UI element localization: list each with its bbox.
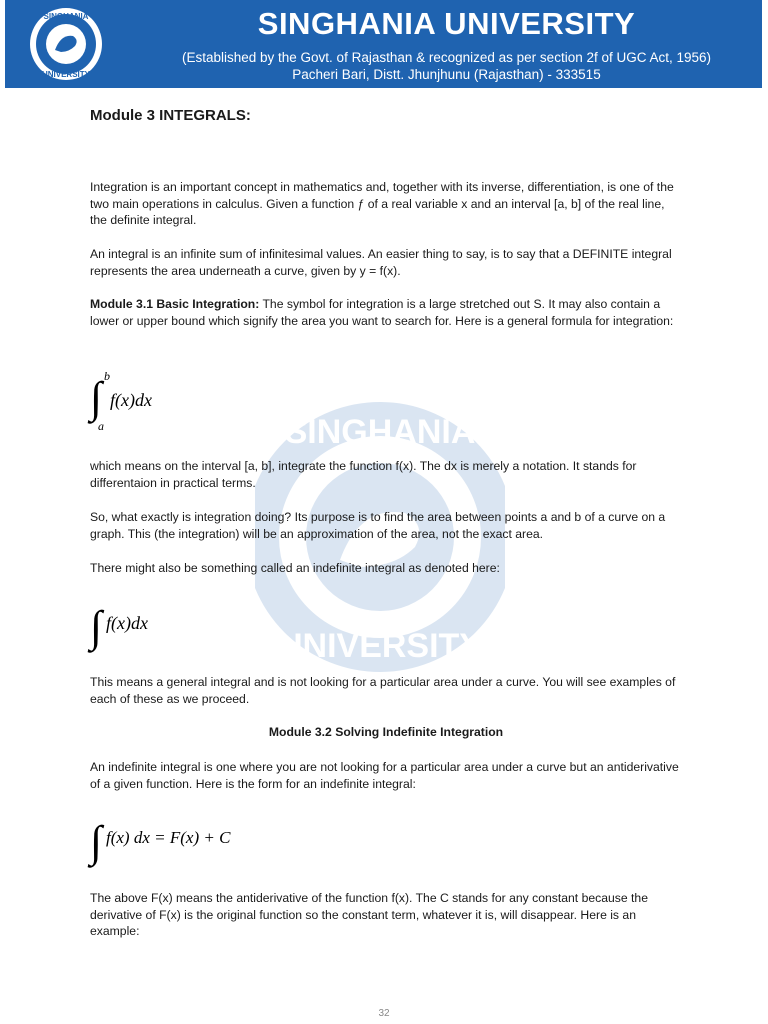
integral-sign-icon: ∫ xyxy=(90,817,103,866)
university-logo-icon xyxy=(17,6,115,82)
section-3-2-heading: Module 3.2 Solving Indefinite Integration xyxy=(268,725,504,739)
section-3-1-heading: Module 3.1 Basic Integration: xyxy=(90,297,260,311)
indefinite-integral-formula xyxy=(90,602,210,651)
antiderivative-formula xyxy=(90,817,310,866)
integrand: f(x)dx xyxy=(110,390,152,410)
integral-sign-icon: ∫ xyxy=(90,602,103,651)
integral-sign-icon: ∫ xyxy=(90,373,103,422)
svg-text:SINGHANIA: SINGHANIA xyxy=(284,413,476,451)
svg-text:SINGHANIA: SINGHANIA xyxy=(43,12,89,21)
section-3-1-paragraph xyxy=(90,296,682,329)
indefinite-intro-paragraph: There might also be something called an indefinite integral as denoted here: xyxy=(90,561,500,575)
university-header xyxy=(5,0,762,88)
intro-paragraph-2: An integral is an infinite sum of infinitesimal values. An easier thing to say, is to say that a DEFINITE integral represents the area underneath a curve, given by y = f(x). xyxy=(90,247,672,278)
lower-bound: a xyxy=(98,419,104,433)
university-name: SINGHANIA UNIVERSITY xyxy=(257,6,636,41)
page-number: 32 xyxy=(378,1008,390,1019)
svg-text:UNIVERSITY: UNIVERSITY xyxy=(41,70,91,79)
section-3-1-text: The symbol for integration is a large stretched out S. It may also contain a lower or upper bound which signify the area you want to search for. Here is a general formula for integration: xyxy=(90,297,674,328)
integrand: f(x)dx xyxy=(106,613,148,633)
university-address: Pacheri Bari, Distt. Jhunjhunu (Rajasthan) - 333515 xyxy=(292,67,601,82)
university-establishment: (Established by the Govt. of Rajasthan & recognized as per section 2f of UGC Act, 1956) xyxy=(181,50,712,65)
section-3-2-paragraph: An indefinite integral is one where you are not looking for a particular area under a curve but an antiderivative of a given function. Here is the form for an indefinite integral: xyxy=(90,760,679,791)
antiderivative-equation: f(x) dx = F(x) + C xyxy=(106,828,231,847)
intro-paragraph-1: Integration is an important concept in mathematics and, together with its inverse, differentiation, is one of the two main operations in calculus. Given a function ƒ of a real variable x and an interval [a, b] of the real line, the definite integral. xyxy=(90,180,674,227)
module-title: Module 3 INTEGRALS: xyxy=(90,107,251,124)
upper-bound: b xyxy=(104,369,110,383)
antiderivative-paragraph: The above F(x) means the antiderivative of the function f(x). The C stands for any constant because the derivative of F(x) is the original function so the constant term, whatever it is, will disappear. Here is an example: xyxy=(90,891,648,938)
definite-integral-formula xyxy=(90,368,210,434)
interval-paragraph: which means on the interval [a, b], integrate the function f(x). The dx is merely a notation. It stands for differentaion in practical terms. xyxy=(90,459,637,490)
general-integral-paragraph: This means a general integral and is not looking for a particular area under a curve. You will see examples of each of these as we proceed. xyxy=(90,675,676,706)
purpose-paragraph: So, what exactly is integration doing? Its purpose is to find the area between points a and b of a curve on a graph. This (the integration) will be an approximation of the area, not the exact area. xyxy=(90,510,666,541)
svg-text:UNIVERSITY: UNIVERSITY xyxy=(277,627,483,665)
